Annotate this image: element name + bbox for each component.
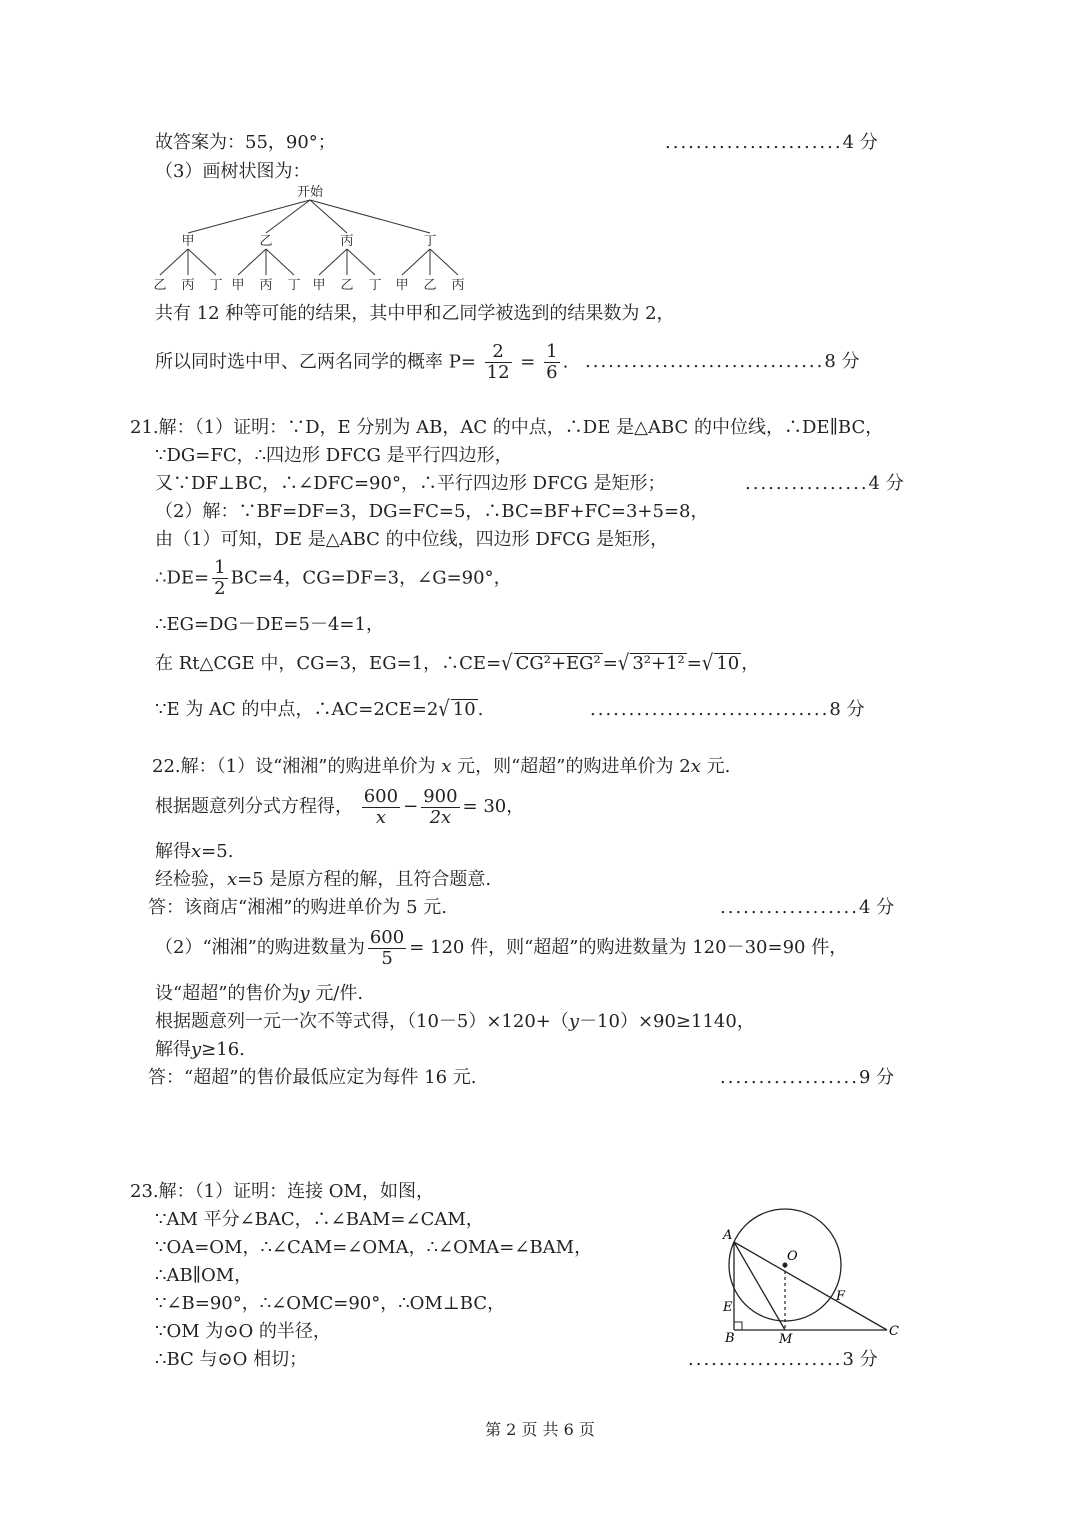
s21-line-9: ∵E 为 AC 的中点，∴AC=2CE=2√ 10 . (155, 696, 484, 722)
tree-leaf-node: 乙 (340, 278, 354, 293)
results-line: 共有 12 种等可能的结果，其中甲和乙同学被选到的结果数为 2， (155, 303, 675, 324)
tree-edge (238, 249, 266, 275)
s22-line-2: 根据题意列分式方程得， $\frac{600}{x}$ − $\frac{900}{2x}$ = 30， (155, 785, 525, 828)
label-b: B (725, 1331, 735, 1346)
s21-line-8: 在 Rt△CGE 中，CG=3，EG=1，∴CE=√ CG²+EG² =√ 3²+1² =√ 10 ， (155, 650, 760, 676)
fraction: $\frac{1}{6}$ (546, 341, 558, 383)
tree-leaf-node: 丁 (209, 278, 223, 293)
s23-line-7: ∴BC 与⊙O 相切； (155, 1349, 308, 1370)
label-f: F (836, 1289, 846, 1304)
score-marker: ................4 分 (745, 473, 904, 494)
s21-line-5: 由（1）可知，DE 是△ABC 的中位线，四边形 DFCG 是矩形， (155, 529, 669, 550)
s22-line-7: 设“超超”的售价为y 元/件. (155, 983, 364, 1004)
s23-line-3: ∵OA=OM，∴∠CAM=∠OMA，∴∠OMA=∠BAM， (155, 1237, 593, 1258)
s22-line-10: 答：“超超”的售价最低应定为每件 16 元. (148, 1067, 477, 1088)
answer-line: 故答案为：55，90°； (155, 132, 336, 153)
tree-edge (160, 249, 188, 275)
tree-leaf-node: 甲 (395, 278, 409, 293)
tree-edge (319, 249, 347, 275)
tree-edge (402, 249, 430, 275)
s21-line-1: 21.解：（1）证明：∵D，E 分别为 AB，AC 的中点，∴DE 是△ABC 的中位线，∴DE∥BC， (130, 417, 884, 438)
s22-line-3: 解得x=5. (155, 841, 234, 862)
tree-branch-node: 乙 (259, 234, 273, 249)
tree-diagram (140, 183, 480, 295)
tree-branch-node: 丙 (340, 234, 354, 249)
s22-line-1: 22.解：（1）设“湘湘”的购进单价为 x 元，则“超超”的购进单价为 2x 元. (152, 756, 731, 777)
score-marker: ...............................8 分 (585, 351, 860, 372)
s21-line-7: ∴EG=DG－DE=5－4=1， (155, 614, 384, 635)
label-a: A (723, 1228, 733, 1243)
tree-leaf-node: 丁 (287, 278, 301, 293)
score-marker: ..................4 分 (720, 897, 895, 918)
s23-line-2: ∵AM 平分∠BAC，∴∠BAM=∠CAM， (155, 1209, 484, 1230)
tree-leaf-node: 丙 (259, 278, 273, 293)
tree-intro: （3）画树状图为： (155, 161, 311, 182)
tree-edge (188, 249, 216, 275)
tree-leaf-node: 丁 (368, 278, 382, 293)
label-c: C (889, 1324, 899, 1339)
tree-edge (266, 200, 310, 233)
s21-line-4: （2）解：∵BF=DF=3，DG=FC=5，∴BC=BF+FC=3+5=8， (155, 501, 709, 522)
s22-line-8: 根据题意列一元一次不等式得，（10－5）×120+（y－10）×90≥1140， (155, 1011, 755, 1032)
tree-root: 开始 (296, 185, 324, 200)
fraction: $\frac{2}{12}$ (486, 341, 510, 383)
s21-line-2: ∵DG=FC，∴四边形 DFCG 是平行四边形， (155, 445, 513, 466)
tree-edge (266, 249, 294, 275)
tree-leaf-node: 丙 (451, 278, 465, 293)
score-marker: ..................9 分 (720, 1067, 895, 1088)
label-e: E (723, 1300, 733, 1315)
tree-leaf-node: 乙 (423, 278, 437, 293)
tree-branch-node: 丁 (423, 234, 437, 249)
tree-edge (347, 249, 375, 275)
score-marker: ...............................8 分 (590, 699, 865, 720)
tree-leaf-node: 甲 (312, 278, 326, 293)
tree-leaf-node: 甲 (231, 278, 245, 293)
s22-line-5: 答：该商店“湘湘”的购进单价为 5 元. (148, 897, 448, 918)
geometry-figure (715, 1205, 915, 1350)
s22-line-4: 经检验，x=5 是原方程的解，且符合题意. (155, 869, 492, 890)
segment-ac (734, 1242, 887, 1330)
score-marker: .......................4 分 (665, 132, 878, 153)
label-m: M (779, 1332, 793, 1347)
s23-line-6: ∵OM 为⊙O 的半径， (155, 1321, 331, 1342)
tree-branch-node: 甲 (181, 234, 195, 249)
page-footer: 第 2 页 共 6 页 (485, 1420, 595, 1439)
s23-line-4: ∴AB∥OM， (155, 1265, 253, 1286)
score-marker: ....................3 分 (688, 1349, 878, 1370)
s21-line-3: 又∵DF⊥BC，∴∠DFC=90°，∴平行四边形 DFCG 是矩形； (155, 473, 666, 494)
s23-line-1: 23.解：（1）证明：连接 OM，如图， (130, 1181, 434, 1202)
s23-line-5: ∵∠B=90°，∴∠OMC=90°，∴OM⊥BC， (155, 1293, 506, 1314)
tree-edge (188, 200, 310, 233)
probability-line: 所以同时选中甲、乙两名同学的概率 P= $\frac{2}{12}$ = $\frac{1}{6}$ . (155, 341, 569, 383)
label-o: O (787, 1249, 798, 1264)
tree-leaf-node: 乙 (153, 278, 167, 293)
s22-line-9: 解得y≥16. (155, 1039, 245, 1060)
segment-am (734, 1242, 785, 1330)
right-angle-mark (734, 1322, 742, 1330)
tree-leaf-node: 丙 (181, 278, 195, 293)
s22-line-6: （2）“湘湘”的购进数量为 $\frac{600}{5}$ = 120 件，则“超超”的购进数量为 120－30=90 件， (155, 926, 848, 969)
tree-edge (430, 249, 458, 275)
s21-line-6: ∴DE= $\frac{1}{2}$ BC=4，CG=DF=3，∠G=90°， (155, 557, 512, 599)
